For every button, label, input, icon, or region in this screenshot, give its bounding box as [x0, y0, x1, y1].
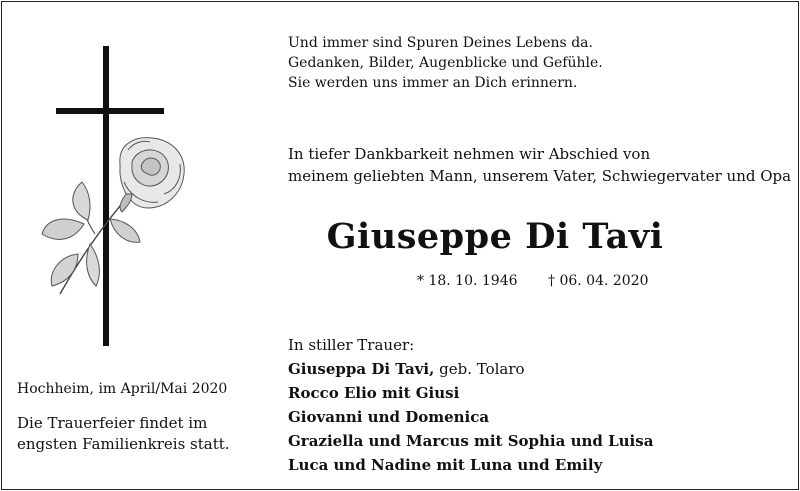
cross-with-rose [40, 44, 200, 354]
mourner-name: Luca und Nadine mit Luna und Emily [288, 456, 603, 474]
quote-line: Gedanken, Bilder, Augenblicke und Gefühle. [288, 55, 603, 71]
ceremony-line: Die Trauerfeier findet im [17, 414, 208, 432]
place-date: Hochheim, im April/Mai 2020 [17, 381, 228, 397]
mourner-row [288, 453, 653, 477]
mourners-list [288, 333, 653, 477]
mourner-name: Rocco Elio mit Giusi [288, 384, 460, 402]
mourner-row [288, 429, 653, 453]
mourner-name: Graziella und Marcus mit Sophia und Luisa [288, 432, 654, 450]
mourner-name: Giuseppa Di Tavi, [288, 360, 435, 378]
mourner-name: Giovanni und Domenica [288, 408, 490, 426]
birth-date: * 18. 10. 1946 [417, 273, 518, 289]
mourner-row [288, 381, 653, 405]
intro-line: meinem geliebten Mann, unserem Vater, Schwiegervater und Opa [288, 167, 792, 185]
intro-line: In tiefer Dankbarkeit nehmen wir Abschied von [288, 145, 651, 163]
deceased-name: Giuseppe Di Tavi [326, 216, 664, 257]
ceremony-note [17, 413, 230, 455]
mourner-maiden-name: geb. Tolaro [434, 360, 525, 378]
death-date: † 06. 04. 2020 [548, 273, 649, 289]
quote-line: Sie werden uns immer an Dich erinnern. [288, 75, 578, 91]
ceremony-line: engsten Familienkreis statt. [17, 435, 230, 453]
mourner-row [288, 357, 653, 381]
farewell-intro [288, 143, 791, 187]
mourner-row [288, 405, 653, 429]
memorial-quote [288, 33, 603, 93]
mourners-heading: In stiller Trauer: [288, 336, 415, 354]
quote-line: Und immer sind Spuren Deines Lebens da. [288, 35, 593, 51]
